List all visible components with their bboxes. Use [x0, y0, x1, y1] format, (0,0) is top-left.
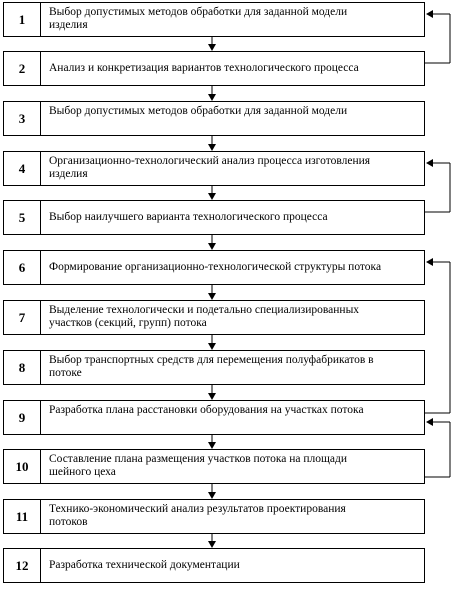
- down-arrow-icon: [208, 293, 216, 300]
- left-arrow-icon: [426, 159, 433, 167]
- down-arrow-icon: [208, 193, 216, 200]
- step-text: Организационно-технологический анализ процесса изготовления изделия: [49, 155, 371, 180]
- step-text: Выбор допустимых методов обработки для заданной модели: [49, 105, 348, 117]
- step-number: 1: [4, 3, 41, 36]
- step-text: Формирование организационно-технологической структуры потока: [49, 261, 382, 273]
- step-text: Составление плана размещения участков потока на площади шейного цеха: [49, 453, 348, 478]
- left-arrow-icon: [426, 10, 433, 18]
- step-text: Выбор допустимых методов обработки для заданной модели изделия: [49, 6, 348, 31]
- step-number: 4: [4, 152, 41, 185]
- down-arrow-icon: [208, 343, 216, 350]
- down-arrow-icon: [208, 393, 216, 400]
- step-number: 9: [4, 401, 41, 434]
- down-arrow-icon: [208, 243, 216, 250]
- down-arrow-icon: [208, 94, 216, 101]
- step-text: Выбор транспортных средств для перемещения полуфабрикатов в потоке: [49, 354, 374, 379]
- step-text: Выделение технологически и подетально специализированных участков (секций, групп) потока: [49, 304, 360, 329]
- step-text: Технико-экономический анализ результатов проектирования потоков: [49, 503, 346, 528]
- down-arrow-icon: [208, 492, 216, 499]
- step-number: 11: [4, 500, 41, 533]
- step-number: 7: [4, 301, 41, 334]
- down-arrow-icon: [208, 442, 216, 449]
- down-arrow-icon: [208, 44, 216, 51]
- left-arrow-icon: [426, 418, 433, 426]
- step-number: 10: [4, 450, 41, 483]
- step-text: Разработка плана расстановки оборудования на участках потока: [49, 404, 364, 416]
- down-arrow-icon: [208, 144, 216, 151]
- step-text: Выбор наилучшего варианта технологического процесса: [49, 211, 328, 223]
- step-text: Разработка технической документации: [49, 559, 240, 571]
- step-number: 12: [4, 549, 41, 582]
- step-number: 2: [4, 52, 41, 85]
- step-number: 6: [4, 251, 41, 284]
- down-arrow-icon: [208, 541, 216, 548]
- step-text: Анализ и конкретизация вариантов технологического процесса: [49, 62, 359, 74]
- left-arrow-icon: [426, 258, 433, 266]
- step-number: 5: [4, 201, 41, 234]
- step-number: 8: [4, 351, 41, 384]
- step-number: 3: [4, 102, 41, 135]
